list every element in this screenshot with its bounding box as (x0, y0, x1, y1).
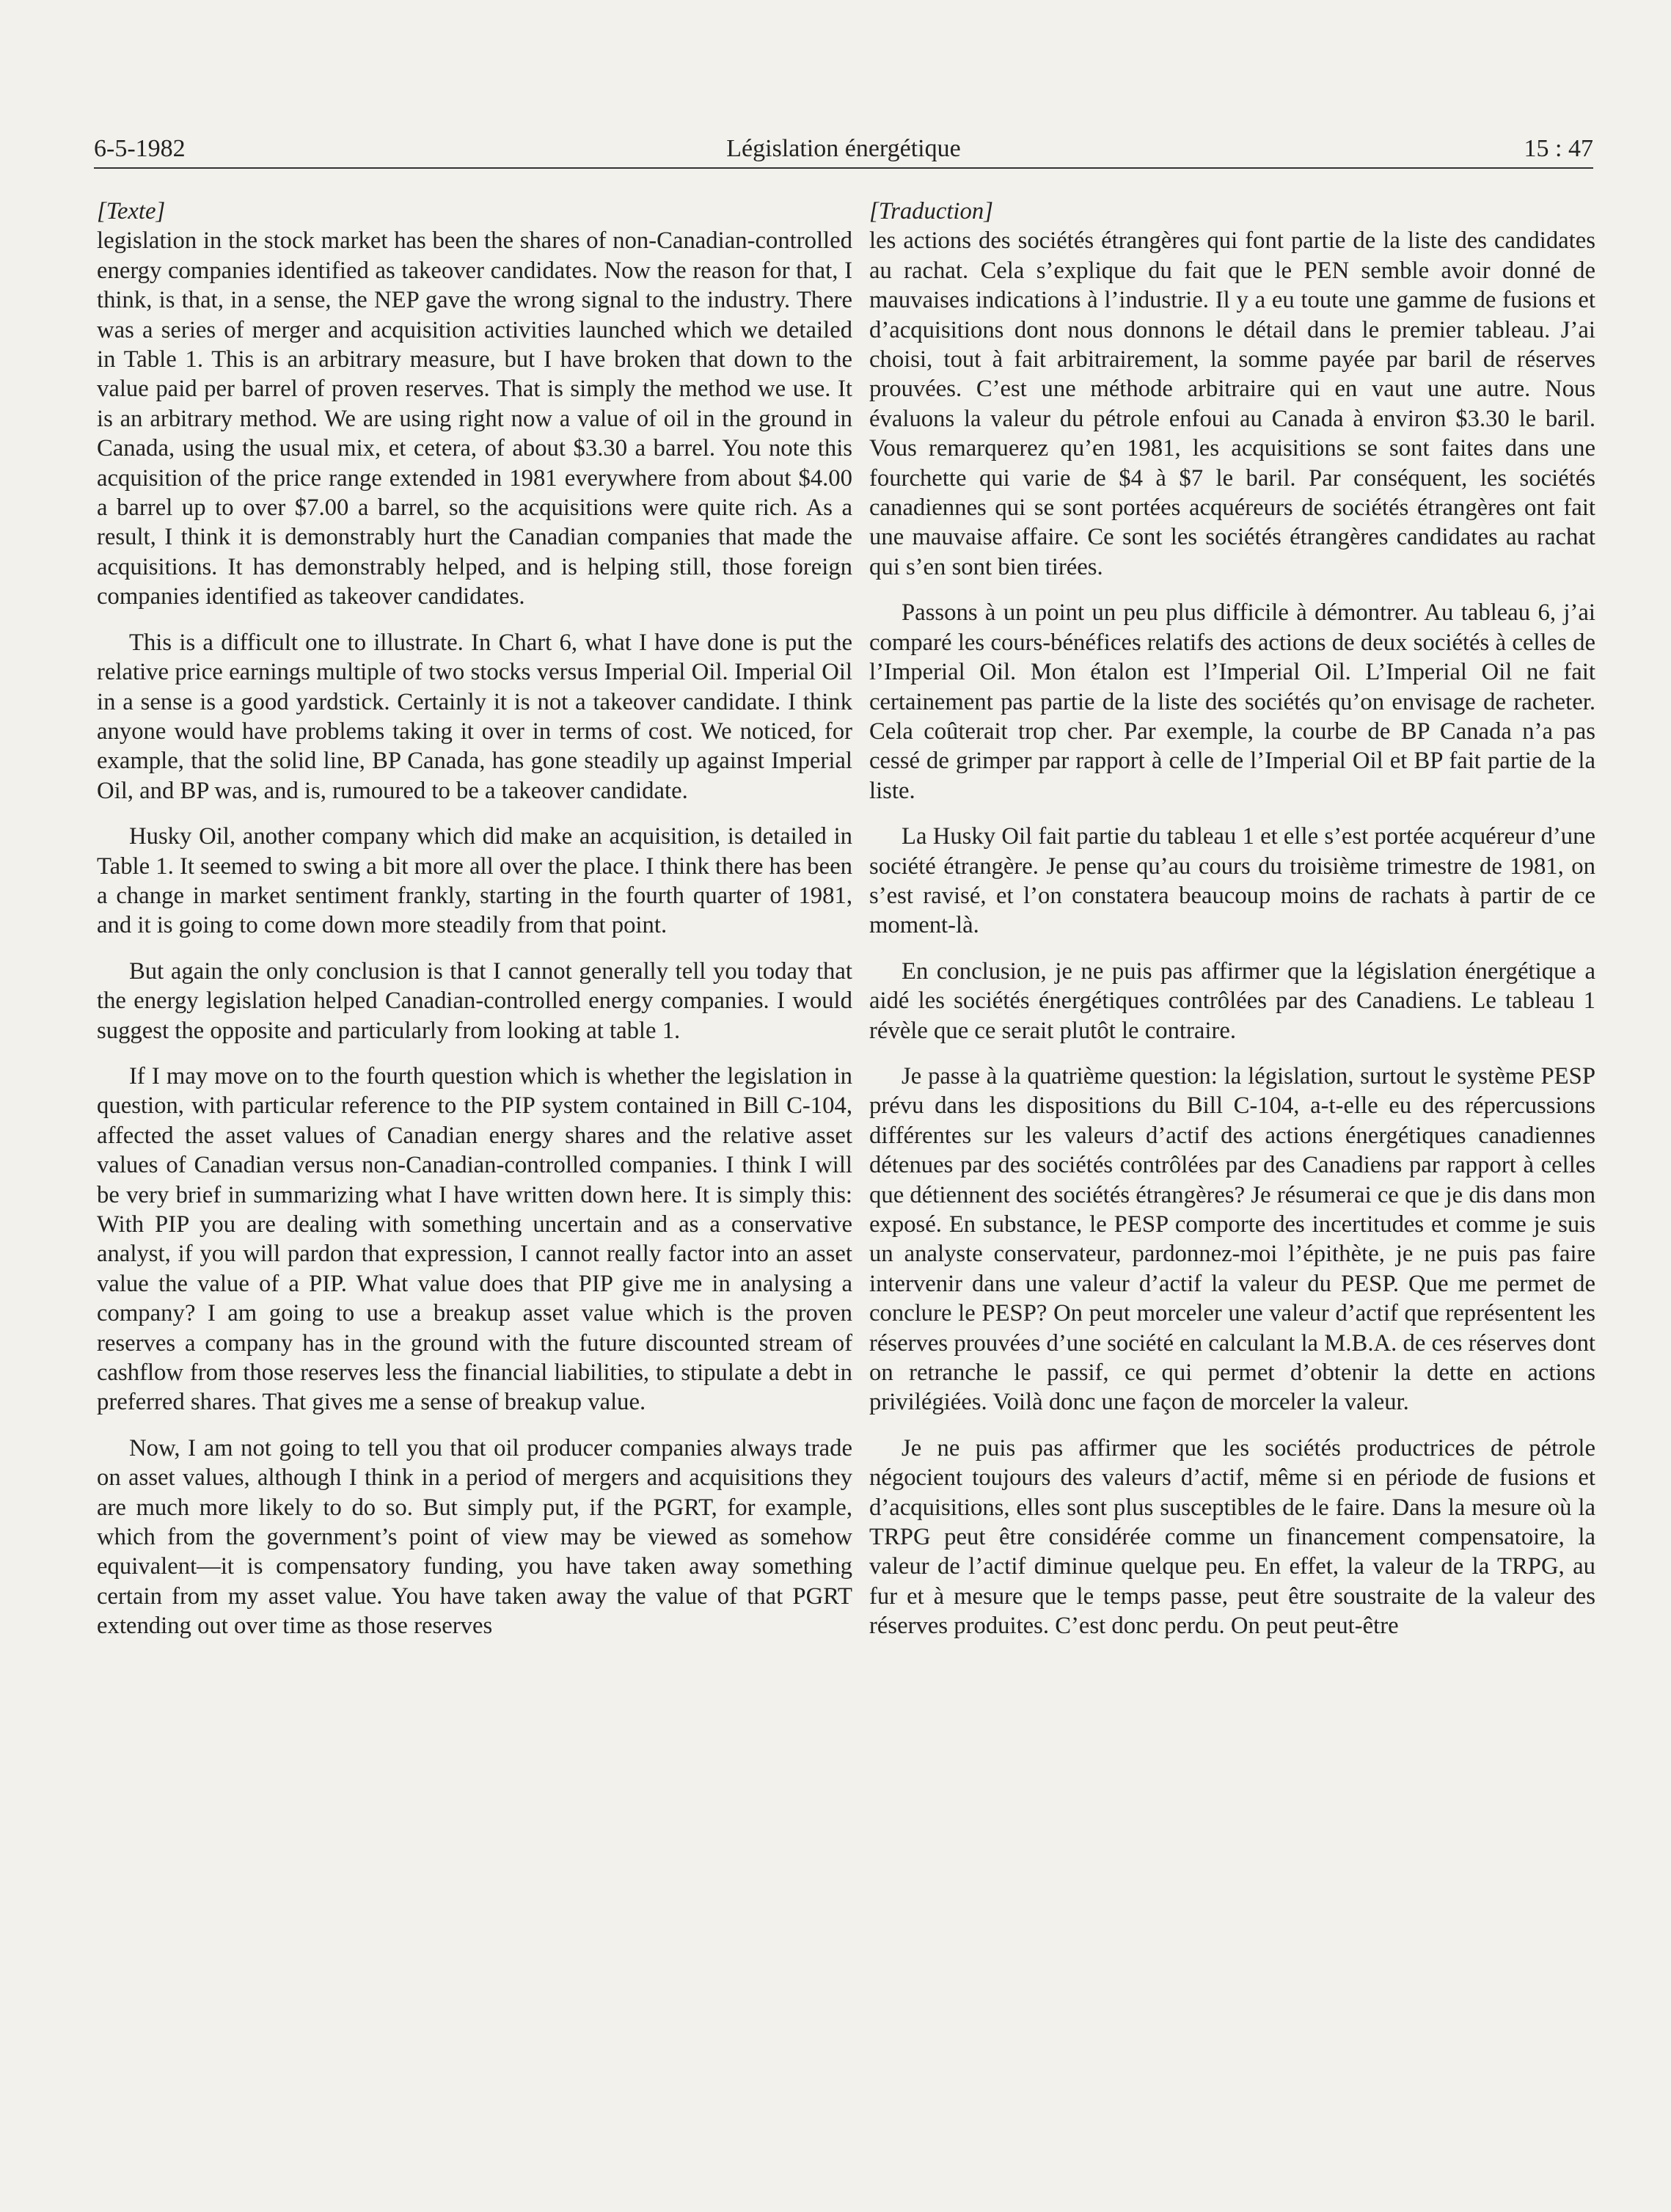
paragraph: Je ne puis pas affirmer que les sociétés productrices de pétrole négocient toujours des valeurs d’actif, même si en période de fusions et d’acquisitions, elles sont plus susceptibles de le faire. Dans la mesure où la TRPG peut être considérée comme un financement compensatoire, la valeur de l’actif diminue quelque peu. En effet, la valeur de la TRPG, au fur et à mesure que le temps passe, peut être soustraite de la valeur des réserves produites. C’est donc perdu. On peut peut-être (869, 1434, 1595, 1640)
header-rule (94, 167, 1593, 169)
paragraph: Husky Oil, another company which did make an acquisition, is detailed in Table 1. It seemed to swing a bit more all over the place. I think there has been a change in market sentiment frankly, starting in the fourth quarter of 1981, and it is going to come down more steadily from that point. (97, 823, 852, 939)
paragraph: But again the only conclusion is that I cannot generally tell you today that the energy legislation helped Canadian-controlled energy companies. I would suggest the opposite and particularly from looking at table 1. (97, 957, 852, 1044)
paragraph: legislation in the stock market has been the shares of non-Canadian-controlled energy companies identified as takeover candidates. Now the reason for that, I think, is that, in a sense, the NEP gave the wrong signal to the industry. There was a series of merger and acquisition activities launched which we detailed in Table 1. This is an arbitrary measure, but I have broken that down to the value paid per barrel of proven reserves. That is simply the method we use. It is an arbitrary method. We are using right now a value of oil in the ground in Canada, using the usual mix, et cetera, of about $3.30 a barrel. You note this acquisition of the price range extended in 1981 everywhere from about $4.00 a barrel up to over $7.00 a barrel, so the acquisitions were quite rich. As a result, I think it is demonstrably hurt the Canadian companies that made the acquisitions. It has demonstrably helped, and is helping still, those foreign companies identified as takeover candidates. (97, 227, 852, 610)
right-column-tag: [Traduction] (869, 198, 993, 225)
header-title: Législation énergétique (726, 135, 961, 162)
paragraph: La Husky Oil fait partie du tableau 1 et elle s’est portée acquéreur d’une société étrangère. Je pense qu’au cours du troisième trimestre de 1981, on s’est ravisé, et l’on constatera beaucoup moins de rachats à partir de ce moment-là. (869, 823, 1595, 939)
header-page-number: 15 : 47 (1524, 135, 1593, 162)
left-column-tag: [Texte] (97, 198, 166, 225)
paragraph: If I may move on to the fourth question which is whether the legislation in question, with particular reference to the PIP system contained in Bill C-104, affected the asset values of Canadian energy shares and the relative asset values of Canadian versus non-Canadian-controlled companies. I think I will be very brief in summarizing what I have written down here. It is simply this: With PIP you are dealing with something uncertain and as a conservative analyst, if you will pardon that expression, I cannot really factor into an asset value the value of a PIP. What value does that PIP give me in analysing a company? I am going to use a breakup asset value which is the proven reserves a company has in the ground with the future discounted stream of cashflow from those reserves less the financial liabilities, to stipulate a debt in preferred shares. That gives me a sense of breakup value. (97, 1062, 852, 1416)
left-column-english (97, 197, 852, 2104)
header-date: 6-5-1982 (94, 135, 186, 162)
paragraph: En conclusion, je ne puis pas affirmer que la législation énergétique a aidé les sociétés énergétiques contrôlées par des Canadiens. Le tableau 1 révèle que ce serait plutôt le contraire. (869, 957, 1595, 1044)
paragraph: This is a difficult one to illustrate. In Chart 6, what I have done is put the relative price earnings multiple of two stocks versus Imperial Oil. Imperial Oil in a sense is a good yardstick. Certainly it is not a takeover candidate. I think anyone would have problems taking it over in terms of cost. We noticed, for example, that the solid line, BP Canada, has gone steadily up against Imperial Oil, and BP was, and is, rumoured to be a takeover candidate. (97, 629, 852, 804)
page-header (94, 131, 1593, 167)
paragraph: Now, I am not going to tell you that oil producer companies always trade on asset values, although I think in a period of mergers and acquisitions they are much more likely to do so. But simply put, if the PGRT, for example, which from the government’s point of view may be viewed as somehow equivalent—it is compensatory funding, you have taken away something certain from my asset value. You have taken away the value of that PGRT extending out over time as those reserves (97, 1434, 852, 1640)
right-column-french (869, 197, 1595, 2104)
paragraph: les actions des sociétés étrangères qui font partie de la liste des candidates au rachat. Cela s’explique du fait que le PEN semble avoir donné de mauvaises indications à l’industrie. Il y a eu toute une gamme de fusions et d’acquisitions dont nous donnons le détail dans le premier tableau. J’ai choisi, tout à fait arbitrairement, la somme payée par baril de réserves prouvées. C’est une méthode arbitraire qui en vaut une autre. Nous évaluons la valeur du pétrole enfoui au Canada à environ $3.30 le baril. Vous remarquerez qu’en 1981, les acquisitions se sont faites dans une fourchette qui varie de $4 à $7 le baril. Par conséquent, les sociétés canadiennes qui se sont portées acquéreurs de sociétés étrangères ont fait une mauvaise affaire. Ce sont les sociétés étrangères candidates au rachat qui s’en sont bien tirées. (869, 227, 1595, 580)
paragraph: Passons à un point un peu plus difficile à démontrer. Au tableau 6, j’ai comparé les cours-bénéfices relatifs des actions de deux sociétés à celles de l’Imperial Oil. Mon étalon est l’Imperial Oil. L’Imperial Oil ne fait certainement pas partie de la liste des sociétés qu’on envisage de racheter. Cela coûterait trop cher. Par exemple, la courbe de BP Canada n’a pas cessé de grimper par rapport à celle de l’Imperial Oil et BP fait partie de la liste. (869, 599, 1595, 804)
paragraph: Je passe à la quatrième question: la législation, surtout le système PESP prévu dans les dispositions du Bill C-104, a-t-elle eu des répercussions différentes sur les valeurs d’actif des actions énergétiques canadiennes détenues par des sociétés contrôlées par des Canadiens par rapport à celles que détiennent des sociétés étrangères? Je résumerai ce que je dis dans mon exposé. En substance, le PESP comporte des incertitudes et comme je suis un analyste conservateur, pardonnez-moi l’épithète, je ne puis pas faire intervenir dans une valeur d’actif la valeur du PESP. Que me permet de conclure le PESP? On peut morceler une valeur d’actif que représentent les réserves prouvées d’une société en calculant la M.B.A. de ces réserves dont on retranche le passif, ce qui permet d’obtenir la dette en actions privilégiées. Voilà donc une façon de morceler la valeur. (869, 1062, 1595, 1416)
